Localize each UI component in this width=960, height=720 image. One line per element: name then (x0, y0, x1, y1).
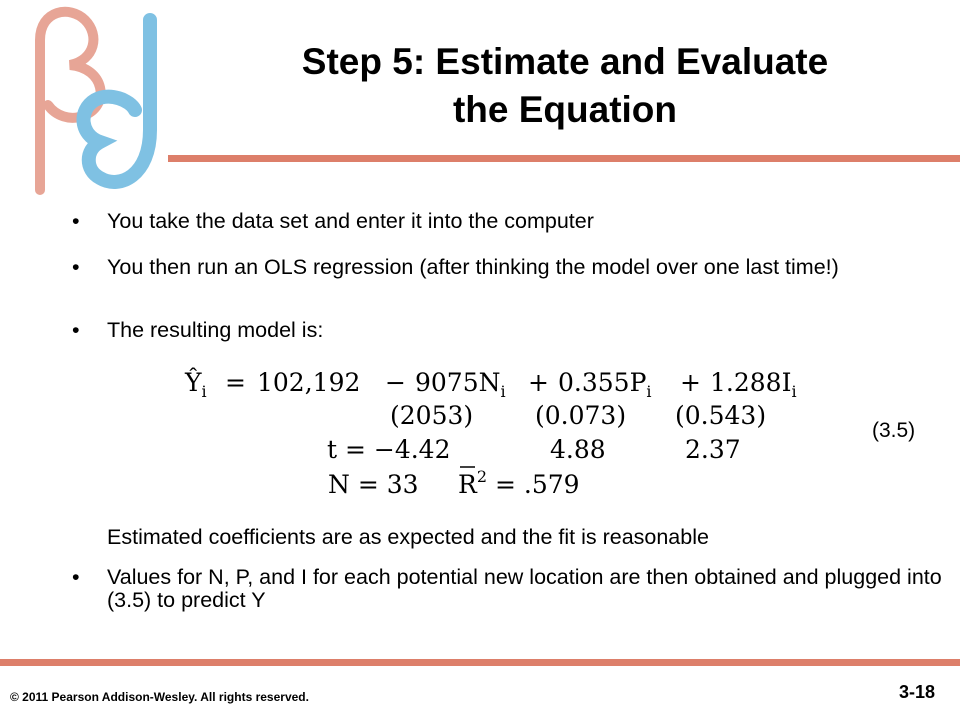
title-line-2: the Equation (452, 89, 678, 130)
footer-divider (0, 659, 960, 666)
bullet-text: The resulting model is: (107, 318, 324, 342)
eq-coef-p: $0.355P_i$ (558, 368, 652, 401)
bullet-text: You then run an OLS regression (after thinking the model over one last time!) (107, 255, 839, 279)
beta-epsilon-logo-icon (0, 0, 170, 195)
page-number: 3-18 (898, 682, 935, 702)
regression-equation (150, 355, 830, 505)
eq-r-squared: $R^2 = .579$ (458, 467, 580, 499)
page-title (200, 38, 930, 134)
eq-plus-2: + (680, 368, 701, 397)
bullet-text: You take the data set and enter it into the computer (107, 209, 594, 233)
eq-constant: 102,192 (257, 368, 361, 397)
eq-coef-i: $1.288I_i$ (710, 368, 797, 401)
title-divider (168, 155, 960, 162)
eq-se-i: (0.543) (675, 401, 767, 430)
eq-se-n: (2053) (390, 401, 474, 430)
bullet-item (60, 210, 960, 233)
eq-plus-1: + (528, 368, 549, 397)
bullet-item (60, 319, 960, 342)
bullet-text: Values for N, P, and I for each potential new location are then obtained and plugged into (3.5) to predict Y (107, 565, 942, 612)
eq-minus: − (385, 368, 406, 397)
eq-equals: = (225, 368, 246, 397)
bullet-item (60, 566, 960, 612)
title-line-1: Step 5: Estimate and Evaluate (301, 41, 829, 82)
eq-se-p: (0.073) (535, 401, 627, 430)
eq-n: N = 33 (328, 470, 419, 499)
copyright: © 2011 Pearson Addison-Wesley. All rights reserved. (10, 690, 309, 704)
bullet-item (60, 256, 960, 279)
eq-lhs: $Ŷ_i$ (185, 368, 207, 401)
equation-number: (3.5) (872, 419, 916, 442)
eq-t-n: t = −4.42 (327, 435, 451, 464)
evaluation-note: Estimated coefficients are as expected and the fit is reasonable (107, 525, 709, 549)
eq-t-i: 2.37 (685, 435, 741, 464)
eq-coef-n: $9075N_i$ (415, 368, 506, 401)
eq-t-p: 4.88 (550, 435, 606, 464)
